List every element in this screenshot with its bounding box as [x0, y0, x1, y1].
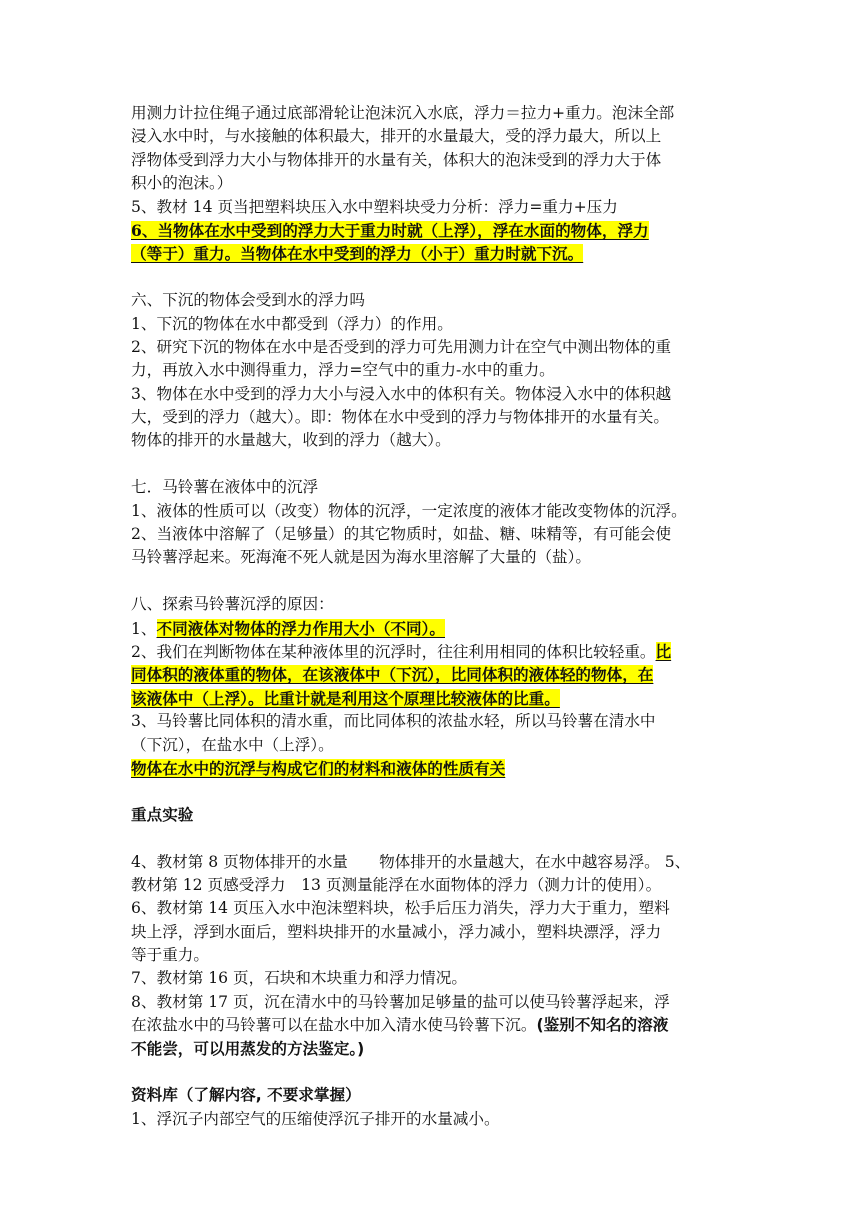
section-heading: 七．马铃薯在液体中的沉浮	[131, 478, 319, 497]
spacer	[131, 1061, 743, 1084]
text-line: （下沉），在盐水中（上浮）。	[131, 735, 334, 754]
text-line: 马铃薯浮起来。死海淹不死人就是因为海水里溶解了大量的（盐）。	[131, 548, 592, 567]
text-line: 积小的泡沫。）	[131, 174, 233, 193]
section-heading: 六、下沉的物体会受到水的浮力吗	[131, 291, 365, 310]
highlighted-text: 不同液体对物体的浮力作用大小（不同）。	[156, 618, 445, 638]
text-line: 浸入水中时，与水接触的体积最大，排开的水量最大，受的浮力最大，所以上	[131, 127, 662, 146]
text-line: 2、当液体中溶解了（足够量）的其它物质时，如盐、糖、味精等，有可能会使	[131, 525, 672, 544]
text-line: 2、研究下沉的物体在水中是否受到的浮力可先用测力计在空气中测出物体的重	[131, 337, 672, 356]
text-line: 1、下沉的物体在水中都受到（浮力）的作用。	[131, 314, 453, 333]
text-line: 8、教材第 17 页，沉在清水中的马铃薯加足够量的盐可以使马铃薯浮起来，浮	[131, 992, 670, 1011]
spacer	[131, 266, 743, 289]
highlighted-text: 同体积的液体重的物体，在该液体中（下沉），比同体积的液体轻的物体，在	[131, 665, 654, 685]
key-experiments-heading: 重点实验	[131, 805, 194, 824]
highlight-line	[131, 687, 743, 710]
highlight-line	[131, 242, 743, 265]
plain-text: 在浓盐水中的马铃薯可以在盐水中加入清水使马铃薯下沉。	[131, 1016, 537, 1035]
highlighted-text: 6、当物体在水中受到的浮力大于重力时就（上浮），浮在水面的物体，浮力	[131, 220, 649, 240]
text-line	[131, 640, 743, 663]
text-line: 浮物体受到浮力大小与物体排开的水量有关，体积大的泡沫受到的浮力大于体	[131, 150, 662, 169]
text-line: 6、教材第 14 页压入水中泡沫塑料块，松手后压力消失，浮力大于重力，塑料	[131, 899, 670, 918]
highlighted-text: 该液体中（上浮）。比重计就是利用这个原理比较液体的比重。	[131, 688, 560, 708]
spacer	[131, 570, 743, 593]
text-line: 3、物体在水中受到的浮力大小与浸入水中的体积有关。物体浸入水中的体积越	[131, 384, 672, 403]
highlight-line	[131, 663, 743, 686]
spacer	[131, 780, 743, 803]
text-line: 用测力计拉住绳子通过底部滑轮让泡沫沉入水底，浮力＝拉力+重力。泡沫全部	[131, 104, 675, 122]
text-line	[131, 617, 743, 640]
text-line: 块上浮，浮到水面后，塑料块排开的水量减小，浮力减小，塑料块漂浮，浮力	[131, 922, 662, 941]
highlighted-text: 比	[655, 641, 672, 661]
text-line: 物体的排开的水量越大，收到的浮力（越大）。	[131, 431, 451, 450]
highlight-line	[131, 219, 743, 242]
text-line: 4、教材第 8 页物体排开的水量 物体排开的水量越大，在水中越容易浮。 5、	[131, 852, 691, 871]
bold-text: (鉴别不知名的溶液	[536, 1016, 669, 1035]
text-line: 大，受到的浮力（越大）。即：物体在水中受到的浮力与物体排开的水量有关。	[131, 408, 669, 427]
text-line: 等于重力。	[131, 946, 209, 965]
highlight-line	[131, 757, 743, 780]
text-line: 教材第 12 页感受浮力 13 页测量能浮在水面物体的浮力（测力计的使用）。	[131, 875, 662, 894]
spacer	[131, 453, 743, 476]
bold-text: 不能尝，可以用蒸发的方法鉴定。)	[131, 1039, 365, 1058]
text-line: 5、教材 14 页当把塑料块压入水中塑料块受力分析：浮力=重力+压力	[131, 197, 618, 216]
text-line: 1、液体的性质可以（改变）物体的沉浮，一定浓度的液体才能改变物体的沉浮。	[131, 501, 687, 520]
document-body	[131, 102, 743, 1131]
text-line	[131, 1014, 743, 1037]
section-heading: 八、探索马铃薯沉浮的原因：	[131, 595, 334, 614]
spacer	[131, 827, 743, 850]
plain-text: 2、我们在判断物体在某种液体里的沉浮时，往往利用相同的体积比较轻重。	[131, 642, 656, 661]
highlighted-text: 物体在水中的沉浮与构成它们的材料和液体的性质有关	[131, 758, 506, 778]
text-line: 7、教材第 16 页，石块和木块重力和浮力情况。	[131, 969, 467, 988]
line-prefix: 1、	[131, 619, 157, 638]
text-line: 3、马铃薯比同体积的清水重，而比同体积的浓盐水轻，所以马铃薯在清水中	[131, 712, 656, 731]
highlighted-text: （等于）重力。当物体在水中受到的浮力（小于）重力时就下沉。	[131, 244, 584, 264]
text-line: 1、浮沉子内部空气的压缩使浮沉子排开的水量减小。	[131, 1109, 500, 1128]
text-line: 力，再放入水中测得重力，浮力=空气中的重力-水中的重力。	[131, 361, 555, 380]
library-heading: 资料库（了解内容, 不要求掌握）	[131, 1086, 361, 1105]
